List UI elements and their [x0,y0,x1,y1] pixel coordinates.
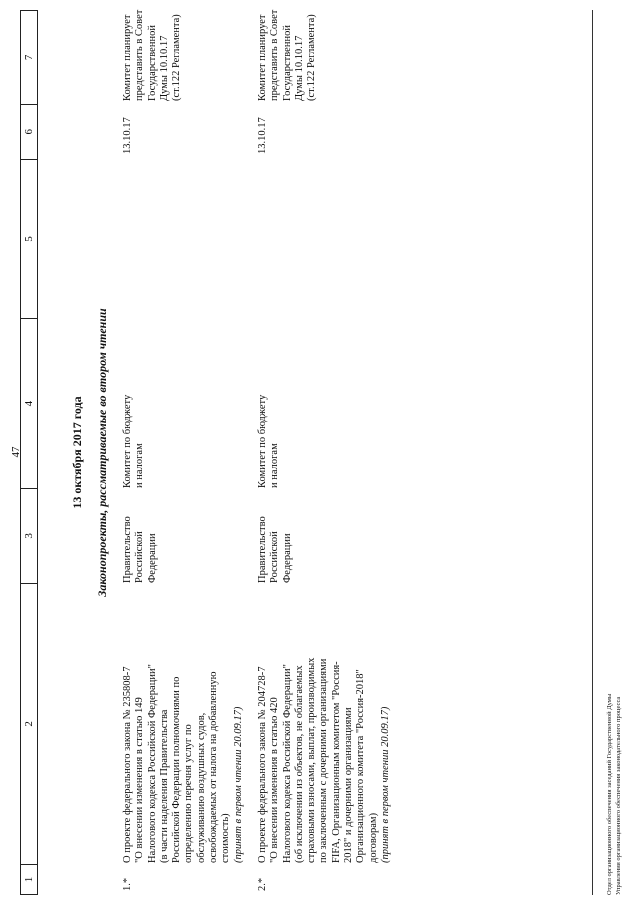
column-5-cell [257,158,392,318]
bill-title-line: (об исключении из объектов, не облагаемых [293,665,305,863]
committee-line: Комитет по бюджету [122,394,133,488]
bill-title-line: страховыми взносами, выплат, производимых [306,657,318,863]
committee [122,318,245,488]
committee-note [257,10,392,103]
committee-note [122,10,245,103]
bill-title-line: FIFA, Организационным комитетом "Россия- [330,661,342,863]
first-reading-status: (принят в первом чтении 20.09.17) [232,706,244,863]
initiator-line: Правительство [122,516,133,583]
consideration-date: 13.10.17 [256,117,268,154]
bill-title-line: Налогового кодекса Российской Федерации" [281,664,293,863]
column-header-2: 2 [21,583,37,864]
initiator-line: Российской [269,531,281,583]
footer [605,495,623,895]
column-header-5: 5 [21,159,37,319]
initiator-line: Федерации [146,533,158,583]
footer-line: Отдел организационного обеспечения заседаний Государственной Думы [606,693,613,895]
bill-title [122,583,245,865]
bill-title-line: О проекте федерального закона № 204728-7 [256,666,268,863]
note-line: Комитет планирует [256,14,268,101]
committee-line: и налогам [269,443,281,488]
note-line: Думы 10.10.17 [158,35,170,101]
column-header-7: 7 [23,54,35,61]
committee-line: и налогам [134,443,146,488]
row-number: 2.* [256,877,268,891]
date-heading: 13 октября 2017 года [70,396,84,509]
note-line: (ст.122 Регламента) [171,14,183,101]
bill-title-line: О проекте федерального закона № 235808-7 [122,666,133,863]
note-line: представить в Совет [269,9,281,101]
bill-title [257,583,392,865]
bill-title-line: Налогового кодекса Российской Федерации" [146,664,158,863]
row-number: 1.* [122,877,133,891]
initiator-line: Российской [134,531,146,583]
page-number: 47 [10,446,22,458]
bill-title-line: (в части наделения Правительства [158,709,170,863]
note-line: Государственной [146,25,158,101]
bill-title-line: Российской Федерации полномочиями по [171,676,183,863]
initiator-line: Федерации [281,533,293,583]
bill-table [122,10,404,895]
note-line: Комитет планирует [122,14,133,101]
bill-title-line: договорам) [367,812,379,863]
first-reading-status: (принят в первом чтении 20.09.17) [379,706,391,863]
bill-title-line: обслуживанию воздушных судов, [195,712,207,863]
section-heading: Законопроекты, рассматриваемые во втором чтении [95,308,109,597]
column-header-3: 3 [21,488,37,583]
note-line: Государственной [281,25,293,101]
note-line: (ст.122 Регламента) [306,14,318,101]
column-header-1: 1 [21,864,37,894]
bill-title-line: освобождаемых от налога на добавленную [208,671,220,863]
footer-line: Управления организационного обеспечения законодательного процесса [615,696,622,895]
bill-title-line: Организационного комитета "Россия-2018" [355,669,367,863]
initiator [257,488,392,583]
column-header-4: 4 [21,318,37,488]
note-line: представить в Совет [134,9,146,101]
table-row [122,10,245,895]
bill-title-line: по заключенным с дочерними организациями [318,658,330,863]
bill-title-line: стоимость) [220,813,232,863]
table-header-row [20,10,38,895]
initiator [122,488,245,583]
note-line: Думы 10.10.17 [293,35,305,101]
committee [257,318,392,488]
consideration-date: 13.10.17 [122,117,133,154]
initiator-line: Правительство [256,516,268,583]
bill-title-line: 2018" и дочерними организациями [343,707,355,863]
column-5-cell [122,158,245,318]
committee-line: Комитет по бюджету [256,394,268,488]
column-header-6: 6 [21,104,37,159]
bill-title-line: "О внесении изменения в статью 149 [134,697,146,863]
table-row [257,10,392,895]
bill-title-line: "О внесении изменения в статью 420 [269,697,281,863]
footer-divider [592,10,593,895]
bill-title-line: определению перечня услуг по [183,724,195,863]
